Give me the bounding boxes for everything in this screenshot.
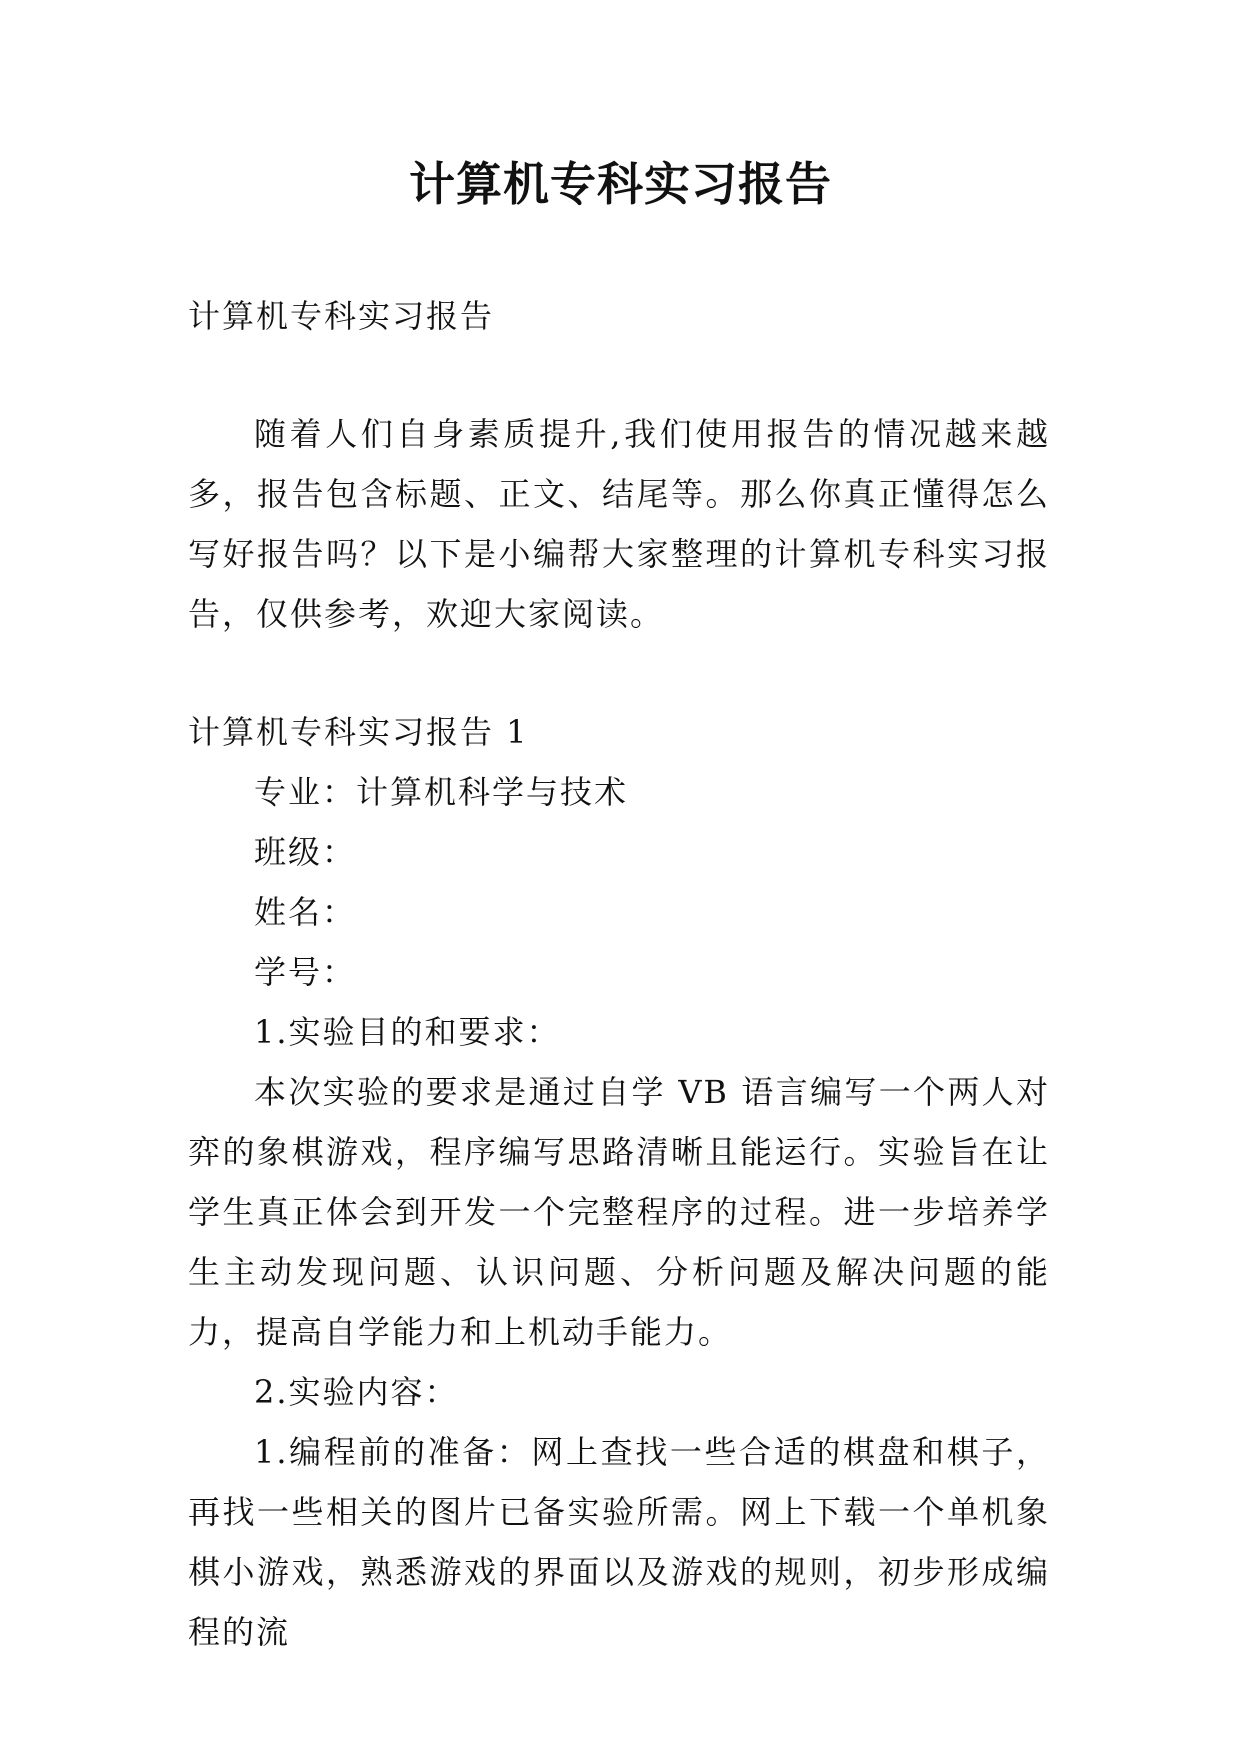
- intro-paragraph: 随着人们自身素质提升,我们使用报告的情况越来越多，报告包含标题、正文、结尾等。那么你真正懂得怎么写好报告吗？以下是小编帮大家整理的计算机专科实习报告，仅供参考，欢迎大家阅读。: [188, 415, 1050, 633]
- field-name: 姓名：: [254, 893, 357, 931]
- item1-paragraph: 本次实验的要求是通过自学 VB 语言编写一个两人对弈的象棋游戏，程序编写思路清晰且能运行。实验旨在让学生真正体会到开发一个完整程序的过程。进一步培养学生主动发现问题、认识问题、分析问题及解决问题的能力，提高自学能力和上机动手能力。: [188, 1073, 1050, 1351]
- item2-heading: 2.实验内容：: [254, 1373, 459, 1411]
- field-major: 专业：计算机科学与技术: [254, 773, 629, 811]
- document-body: [188, 286, 1050, 1662]
- document-title: 计算机专科实习报告: [409, 157, 832, 211]
- spacer: [188, 346, 1050, 404]
- field-class: 班级：: [254, 833, 357, 871]
- field-student-id: 学号：: [254, 953, 357, 991]
- spacer: [188, 644, 1050, 702]
- section-heading: 计算机专科实习报告 1: [188, 713, 529, 751]
- item2-sub1-paragraph: 1.编程前的准备：网上查找一些合适的棋盘和棋子，再找一些相关的图片已备实验所需。网上下载一个单机象棋小游戏，熟悉游戏的界面以及游戏的规则，初步形成编程的流: [188, 1433, 1050, 1651]
- item1-heading: 1.实验目的和要求：: [254, 1013, 561, 1051]
- subtitle-line: 计算机专科实习报告: [188, 297, 495, 335]
